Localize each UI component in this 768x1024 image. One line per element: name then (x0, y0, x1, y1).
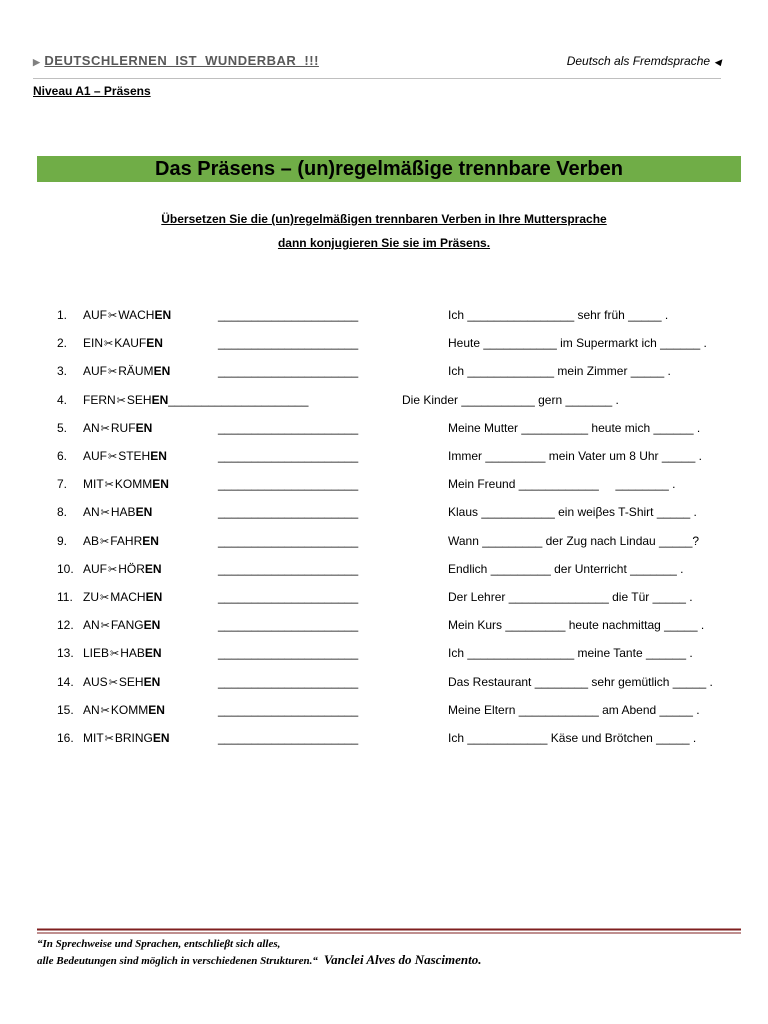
verb (83, 534, 159, 548)
scissors-icon: ✂ (100, 620, 110, 632)
exercise-row (0, 505, 768, 525)
level-label: Niveau A1 – Präsens (33, 84, 151, 98)
exercise-row (0, 534, 768, 554)
conjugation-sentence[interactable]: Immer _________ mein Vater um 8 Uhr _____ . (448, 449, 702, 463)
translation-blank[interactable]: _____________________ (218, 421, 359, 435)
item-number: 1. (57, 308, 68, 322)
item-number: 2. (57, 336, 68, 350)
verb (83, 731, 170, 745)
conjugation-sentence[interactable]: Ich ________________ meine Tante ______ . (448, 646, 693, 660)
exercise-row (0, 703, 768, 723)
verb-ending: EN (135, 421, 153, 435)
verb-ending: EN (142, 534, 159, 548)
conjugation-sentence[interactable]: Endlich _________ der Unterricht _______ . (448, 562, 684, 576)
scissors-icon: ✂ (108, 366, 118, 378)
translation-blank[interactable]: _____________________ (218, 505, 359, 519)
verb-prefix: AN (83, 618, 100, 632)
item-number: 16. (57, 731, 74, 745)
verb-prefix: AUF (83, 308, 107, 322)
scissors-icon: ✂ (108, 564, 118, 576)
verb (83, 562, 162, 576)
verb-stem: RUF (110, 421, 136, 435)
verb (83, 590, 162, 604)
item-number: 10. (57, 562, 74, 576)
translation-blank[interactable]: _____________________ (218, 590, 359, 604)
translation-blank[interactable]: _____________________ (218, 562, 359, 576)
verb-ending: EN (143, 675, 161, 689)
verb (83, 703, 165, 717)
exercise-row (0, 646, 768, 666)
verb-ending: EN (152, 731, 170, 745)
translation-blank[interactable]: _____________________ (218, 618, 359, 632)
scissors-icon: ✂ (108, 677, 118, 689)
exercise-row (0, 308, 768, 328)
item-number: 14. (57, 675, 74, 689)
exercise-row (0, 364, 768, 384)
conjugation-sentence[interactable]: Meine Eltern ____________ am Abend _____ . (448, 703, 700, 717)
translation-blank[interactable]: _____________________ (218, 703, 359, 717)
verb-prefix: AN (83, 703, 100, 717)
verb (83, 505, 152, 519)
translation-blank[interactable]: _____________________ (218, 336, 359, 350)
verb-prefix: AN (83, 421, 100, 435)
exercise-row (0, 449, 768, 469)
exercise-row (0, 590, 768, 610)
verb-prefix: LIEB (83, 646, 110, 660)
verb-prefix: AUF (83, 449, 107, 463)
conjugation-sentence[interactable]: Ich ____________ Käse und Brötchen _____ . (448, 731, 697, 745)
brand-text: DEUTSCHLERNEN IST WUNDERBAR !!! (44, 53, 319, 68)
scissors-icon: ✂ (100, 423, 110, 435)
verb-prefix: AUF (83, 562, 107, 576)
scissors-icon: ✂ (100, 705, 110, 717)
item-number: 5. (57, 421, 68, 435)
verb-ending: EN (148, 703, 165, 717)
verb-prefix: AB (83, 534, 100, 548)
verb-prefix: MIT (83, 477, 104, 491)
verb-prefix: FERN (83, 393, 116, 407)
verb (83, 477, 169, 491)
verb-stem: SEH (126, 393, 152, 407)
exercise-row (0, 675, 768, 695)
footer-quote (37, 936, 482, 969)
conjugation-sentence[interactable]: Meine Mutter __________ heute mich ______ . (448, 421, 701, 435)
conjugation-sentence[interactable]: Ich ________________ sehr früh _____ . (448, 308, 669, 322)
subject-label (567, 54, 721, 68)
translation-blank[interactable]: _____________________ (218, 646, 359, 660)
verb-stem: KOMM (110, 703, 149, 717)
verb-ending: EN (144, 562, 162, 576)
triangle-left-icon: ◀ (714, 57, 721, 67)
verb-stem: MACH (110, 590, 146, 604)
footer-rule (37, 928, 741, 936)
verb-ending: EN (146, 336, 163, 350)
exercise-row (0, 562, 768, 582)
translation-blank[interactable]: _____________________ (218, 364, 359, 378)
verb (83, 646, 162, 660)
verb (83, 618, 160, 632)
conjugation-sentence[interactable]: Der Lehrer _______________ die Tür _____ . (448, 590, 693, 604)
conjugation-sentence[interactable]: Mein Freund ____________ ________ . (448, 477, 676, 491)
verb-stem: RÄUM (118, 364, 154, 378)
item-number: 12. (57, 618, 74, 632)
translation-blank[interactable]: _____________________ (218, 534, 359, 548)
verb-ending: EN (144, 646, 162, 660)
verb-stem: STEH (118, 449, 151, 463)
page-title: Das Präsens – (un)regelmäßige trennbare Verben (155, 157, 623, 180)
verb (83, 449, 167, 463)
item-number: 3. (57, 364, 68, 378)
verb-stem: HAB (110, 505, 136, 519)
verb-stem: SEH (118, 675, 144, 689)
verb-prefix: EIN (83, 336, 104, 350)
translation-blank[interactable]: _____________________ (218, 308, 359, 322)
quote-line-2: alle Bedeutungen sind möglich in verschiedenen Strukturen.“ (37, 955, 318, 967)
exercise-row (0, 618, 768, 638)
verb-ending: EN (154, 308, 172, 322)
scissors-icon: ✂ (104, 479, 114, 491)
quote-line-1: “In Sprechweise und Sprachen, entschlieβt sich alles, (37, 938, 281, 950)
verb-prefix: AN (83, 505, 100, 519)
verb-prefix: AUS (83, 675, 108, 689)
verb-ending: EN (145, 590, 163, 604)
scissors-icon: ✂ (100, 536, 110, 548)
translation-blank[interactable]: _____________________ (218, 477, 359, 491)
verb-stem: BRING (114, 731, 153, 745)
verb-stem: HAB (120, 646, 145, 660)
verb-prefix: ZU (83, 590, 99, 604)
conjugation-sentence[interactable]: Die Kinder ___________ gern _______ . (402, 393, 619, 407)
conjugation-sentence[interactable]: Heute ___________ im Supermarkt ich ______ . (448, 336, 707, 350)
translation-blank[interactable]: _____________________ (168, 393, 309, 407)
exercise-row (0, 421, 768, 441)
verb-stem: WACH (118, 308, 155, 322)
instruction-line-2: dann konjugieren Sie sie im Präsens. (277, 236, 491, 250)
conjugation-sentence[interactable]: Ich _____________ mein Zimmer _____ . (448, 364, 671, 378)
conjugation-sentence[interactable]: Das Restaurant ________ sehr gemütlich _____ . (448, 675, 713, 689)
scissors-icon: ✂ (104, 733, 114, 745)
scissors-icon: ✂ (100, 507, 110, 519)
scissors-icon: ✂ (108, 310, 118, 322)
exercise-row (0, 477, 768, 497)
verb (83, 421, 152, 435)
verb-stem: FANG (110, 618, 144, 632)
verb (83, 675, 160, 689)
verb-stem: HÖR (118, 562, 145, 576)
instruction-line-1: Übersetzen Sie die (un)regelmäßigen trennbaren Verben in Ihre Muttersprache (161, 212, 607, 226)
item-number: 15. (57, 703, 74, 717)
exercise-row (0, 336, 768, 356)
verb-ending: EN (152, 477, 169, 491)
triangle-right-icon: ▶ (33, 57, 41, 67)
scissors-icon: ✂ (100, 592, 110, 604)
quote-author: Vanclei Alves do Nascimento. (323, 952, 482, 967)
scissors-icon: ✂ (110, 648, 120, 660)
verb (83, 308, 171, 322)
translation-blank[interactable]: _____________________ (218, 675, 359, 689)
verb-ending: EN (150, 449, 167, 463)
verb (83, 336, 163, 350)
translation-blank[interactable]: _____________________ (218, 731, 359, 745)
scissors-icon: ✂ (108, 451, 118, 463)
scissors-icon: ✂ (104, 338, 114, 350)
brand-title (33, 53, 319, 68)
title-banner (37, 156, 741, 182)
item-number: 6. (57, 449, 68, 463)
verb-ending: EN (151, 393, 169, 407)
item-number: 11. (57, 590, 73, 604)
page-header (33, 50, 721, 79)
exercise-row (0, 731, 768, 751)
translation-blank[interactable]: _____________________ (218, 449, 359, 463)
conjugation-sentence[interactable]: Klaus ___________ ein weiβes T-Shirt _____ . (448, 505, 697, 519)
verb (83, 364, 170, 378)
scissors-icon: ✂ (116, 395, 126, 407)
verb-stem: KAUF (114, 336, 147, 350)
verb-stem: FAHR (110, 534, 143, 548)
subject-text: Deutsch als Fremdsprache (566, 54, 711, 68)
verb-ending: EN (135, 505, 153, 519)
item-number: 8. (57, 505, 68, 519)
verb-prefix: AUF (83, 364, 107, 378)
verb-stem: KOMM (114, 477, 153, 491)
verb-ending: EN (153, 364, 171, 378)
verb-ending: EN (143, 618, 161, 632)
verb (83, 393, 308, 407)
item-number: 13. (57, 646, 74, 660)
item-number: 4. (57, 393, 68, 407)
exercise-row (0, 393, 768, 413)
item-number: 9. (57, 534, 68, 548)
item-number: 7. (57, 477, 68, 491)
conjugation-sentence[interactable]: Wann _________ der Zug nach Lindau _____? (448, 534, 700, 548)
conjugation-sentence[interactable]: Mein Kurs _________ heute nachmittag _____ . (448, 618, 705, 632)
verb-prefix: MIT (83, 731, 104, 745)
